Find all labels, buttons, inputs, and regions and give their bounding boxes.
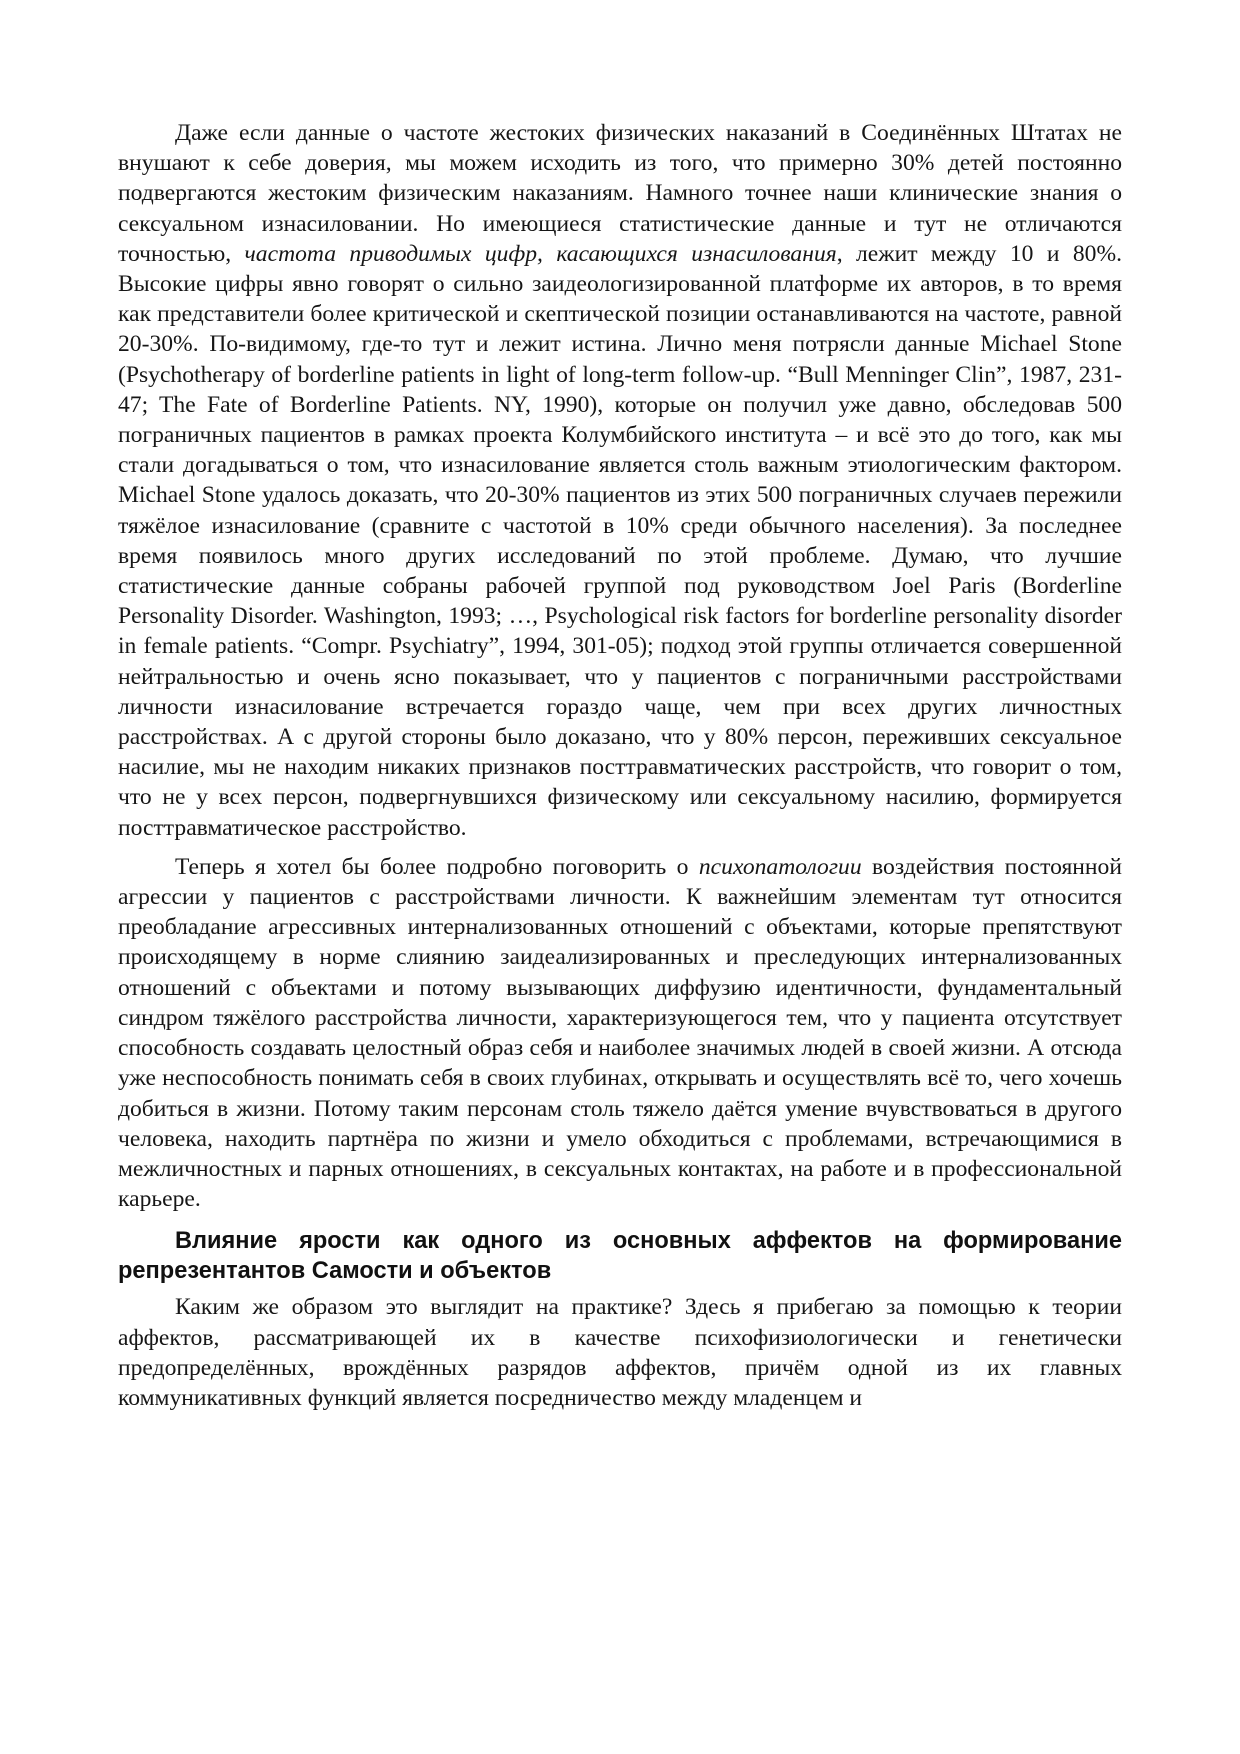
paragraph-1-text-b: , лежит между 10 и 80%. Высокие цифры явно говорят о сильно заидеологизированной платформе их авторов, в то время как представители более критической и скептической позиции останавливаются на частоте, равной 20-30%. По-видимому, где-то тут и лежит истина. Лично меня потрясли данные Michael Stone (Psychotherapy of borderline patients in light of long-term follow-up. “Bull Menninger Clin”, 1987, 231-47; The Fate of Borderline Patients. NY, 1990), которые он получил уже давно, обследовав 500 пограничных пациентов в рамках проекта Колумбийского института – и всё это до того, как мы стали догадываться о том, что изнасилование является столь важным этиологическим фактором. Michael Stone удалось доказать, что 20-30% пациентов из этих 500 пограничных случаев пережили тяжёлое изнасилование (сравните с частотой в 10% среди обычного населения). За последнее время появилось много других исследований по этой проблеме. Думаю, что лучшие статистические данные собраны рабочей группой под руководством Joel Paris (Borderline Personality Disorder. Washington, 1993; …, Psychological risk factors for borderline personality disorder in female patients. “Compr. Psychiatry”, 1994, 301-05); подход этой группы отличается совершенной нейтральностью и очень ясно показывает, что у пациентов с пограничными расстройствами личности изнасилование встречается гораздо чаще, чем при всех других личностных расстройствах. А с другой стороны было доказано, что у 80% персон, переживших сексуальное насилие, мы не находим никаких признаков посттравматических расстройств, что говорит о том, что не у всех персон, подвергнувшихся физическому или сексуальному насилию, формируется посттравматическое расстройство. <box>118 240 1123 841</box>
paragraph-2-italic-term: психопатологии <box>698 853 862 880</box>
paragraph-1-italic-phrase: частота приводимых цифр, касающихся изнасилования <box>244 240 837 267</box>
paragraph-1-text-a: Даже если данные о частоте жестоких физических наказаний в Соединённых Штатах не внушают к себе доверия, мы можем исходить из того, что примерно 30% детей постоянно подвергаются жестоким физическим наказаниям. Намного точнее наши клинические знания о сексуальном изнасиловании. Но имеющиеся статистические данные и тут не отличаются точностью, <box>118 120 1122 267</box>
body-paragraph-1 <box>118 118 1122 843</box>
section-heading: Влияние ярости как одного из основных аффектов на формирование репрезентантов Самости и объектов <box>118 1228 1122 1285</box>
paragraph-2-text-a: Теперь я хотел бы более подробно поговорить о <box>175 853 699 880</box>
body-paragraph-2 <box>118 852 1122 1214</box>
document-page <box>118 118 1122 1413</box>
paragraph-2-text-b: воздействия постоянной агрессии у пациентов с расстройствами личности. К важнейшим элементам тут относится преобладание агрессивных интернализованных отношений с объектами, которые препятствуют происходящему в норме слиянию заидеализированных и преследующих интернализованных отношений с объектами и потому вызывающих диффузию идентичности, фундаментальный синдром тяжёлого расстройства личности, характеризующегося тем, что у пациента отсутствует способность создавать целостный образ себя и наиболее значимых людей в своей жизни. А отсюда уже неспособность понимать себя в своих глубинах, открывать и осуществлять всё то, чего хочешь добиться в жизни. Потому таким персонам столь тяжело даётся умение вчувствоваться в другого человека, находить партнёра по жизни и умело обходиться с проблемами, встречающимися в межличностных и парных отношениях, в сексуальных контактах, на работе и в профессиональной карьере. <box>118 853 1122 1213</box>
body-paragraph-3: Каким же образом это выглядит на практике? Здесь я прибегаю за помощью к теории аффектов, рассматривающей их в качестве психофизиологически и генетически предопределённых, врождённых разрядов аффектов, причём одной из их главных коммуникативных функций является посредничество между младенцем и <box>118 1294 1122 1411</box>
